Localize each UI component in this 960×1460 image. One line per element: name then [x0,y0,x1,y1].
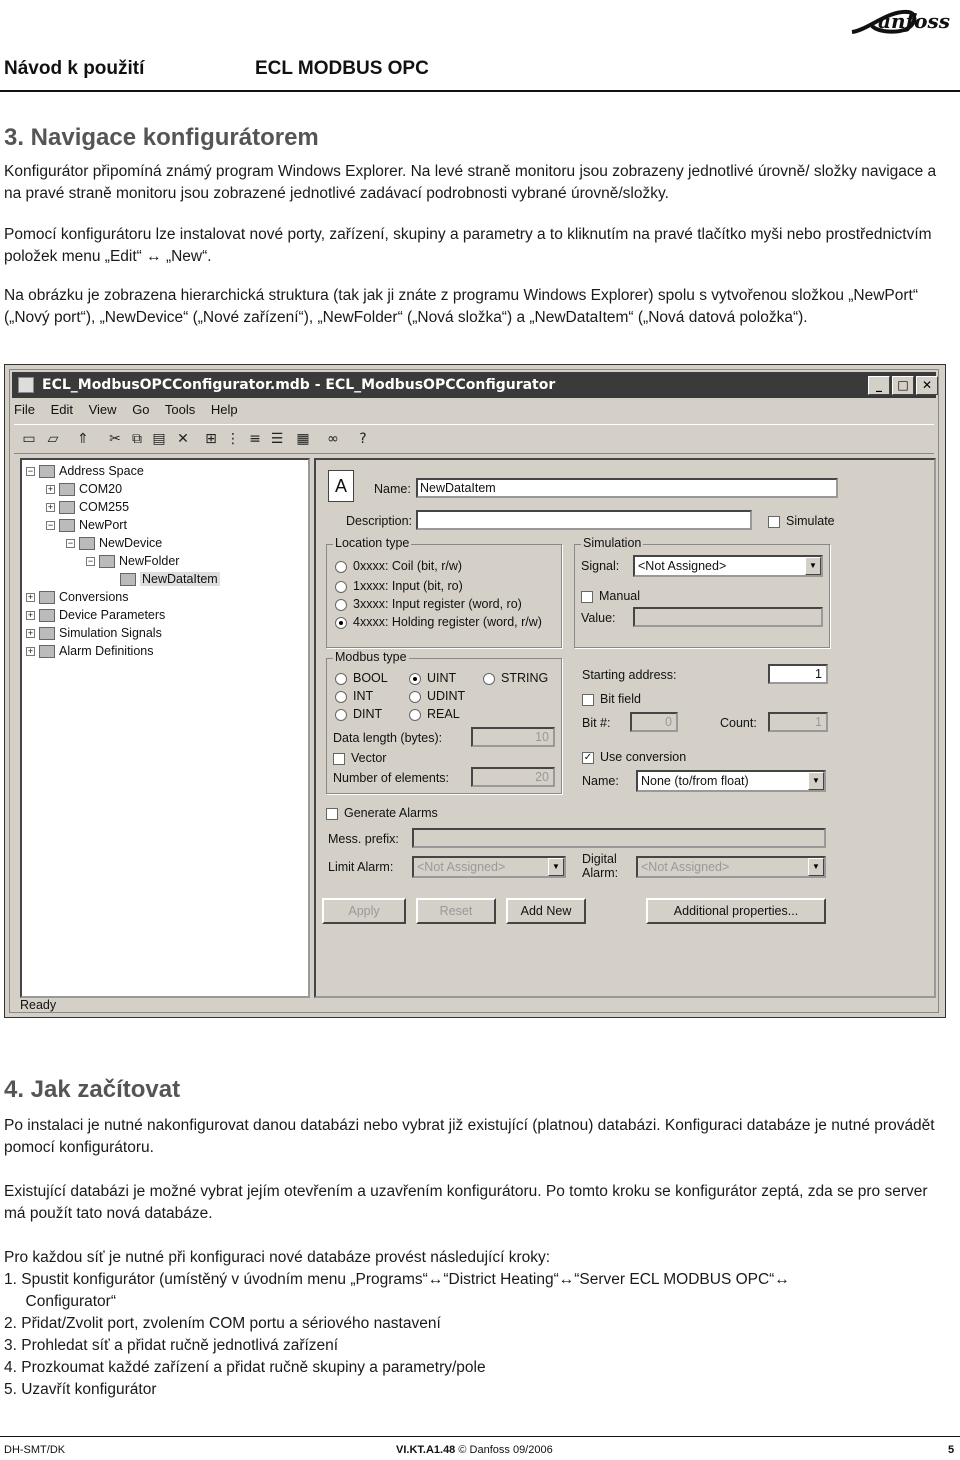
properties-panel [314,458,936,998]
footer-document-code: VI.KT.A1.48 © Danfoss 09/2006 [396,1444,553,1456]
conversions-icon [39,591,55,604]
page-number: 5 [948,1444,955,1456]
step-4: 4. Prozkoumat každé zařízení a přidat ručně skupiny a parametry/pole [4,1359,486,1376]
section-3-paragraph-1: Konfigurátor připomíná známý program Windows Explorer. Na levé straně monitoru jsou zobrazeny jednotlivé úrovně/ složky navigace a na pravé straně monitoru jsou zobrazené jednotlivé zadávací podrobnosti vybrané úrovně/složky. [4,163,937,202]
help-icon[interactable]: ? [359,431,367,447]
tree-node-alarm-definitions[interactable]: + Alarm Definitions [27,644,154,658]
tree-node-newport[interactable]: − NewPort [47,518,127,532]
delete-icon[interactable]: ✕ [177,431,189,447]
chevron-down-icon: ▼ [805,557,821,575]
copy-icon[interactable]: ⧉ [132,431,142,447]
vector-checkbox[interactable]: Vector [333,751,386,765]
value-label: Value: [581,611,616,625]
add-new-button[interactable]: Add New [506,898,586,924]
step-1: 1. Spustit konfigurátor (umístěný v úvodním menu „Programs“↔“District Heating“↔“Server ECL MODBUS OPC“↔ [4,1271,790,1288]
danfoss-logo [848,2,956,42]
additional-properties-button[interactable]: Additional properties... [646,898,826,924]
chevron-down-icon: ▼ [808,772,824,790]
digital-alarm-select[interactable]: <Not Assigned> ▼ [636,856,826,878]
use-conversion-checkbox[interactable]: ✓ Use conversion [583,750,687,764]
navigation-tree [20,458,310,998]
limit-alarm-label: Limit Alarm: [328,860,394,874]
section-4-paragraph-2: Existující databázi je možné vybrat jejím otevřením a uzavřením konfigurátoru. Po tomto kroku se konfigurátor zeptá, zda se pro server má použít tato nová databáze. [4,1183,928,1222]
menu-file[interactable]: File [14,402,35,417]
doc-type: Návod k použití [4,58,145,79]
tree-node-newfolder[interactable]: − NewFolder [87,554,180,568]
limit-alarm-select[interactable]: <Not Assigned> ▼ [412,856,566,878]
paste-icon[interactable]: ▤ [152,431,166,447]
chevron-down-icon: ▼ [808,858,824,876]
svg-text:anfoss: anfoss [878,9,950,33]
tree-node-device-parameters[interactable]: + Device Parameters [27,608,166,622]
maximize-button[interactable]: □ [892,376,914,395]
port-icon [59,501,75,514]
description-label: Description: [346,514,412,528]
folder-icon [99,555,115,568]
signal-label: Signal: [581,559,620,573]
digital-alarm-label: Digital Alarm: [582,852,619,880]
bit-number-input[interactable]: 0 [630,712,678,732]
data-length-label: Data length (bytes): [333,731,443,745]
footer-divider [0,1436,960,1437]
location-type-title: Location type [335,536,410,550]
section-3-paragraph-2: Pomocí konfigurátoru lze instalovat nové porty, zařízení, skupiny a parametry a to kliknutím na pravé tlačítko myši nebo prostřednictvím položek menu „Edit“ ↔ „New“. [4,226,932,265]
tree-node-conversions[interactable]: + Conversions [27,590,129,604]
type-dint-radio[interactable]: DINT [335,707,382,721]
num-elements-input[interactable]: 20 [471,767,555,787]
doc-title: ECL MODBUS OPC [255,58,429,79]
reset-button[interactable]: Reset [416,898,496,924]
menu-tools[interactable]: Tools [164,402,196,417]
simulation-group [574,536,830,648]
manual-checkbox[interactable]: Manual [581,589,640,603]
location-holding-register-radio[interactable]: 4xxxx: Holding register (word, r/w) [335,615,542,629]
section-4-paragraph-3: Pro každou síť je nutné při konfiguraci nové databáze provést následující kroky: [4,1249,551,1266]
find-icon[interactable]: ∞ [327,431,339,447]
num-elements-label: Number of elements: [333,771,450,785]
conversion-name-label: Name: [582,774,619,788]
tree-node-address-space[interactable]: − Address Space [27,464,144,478]
menu-view[interactable]: View [88,402,117,417]
modbus-type-title: Modbus type [335,650,407,664]
properties-icon[interactable]: ▦ [296,431,310,447]
network-icon [39,465,55,478]
configurator-screenshot [4,364,946,1018]
data-item-icon [120,573,136,586]
signal-select[interactable]: <Not Assigned> ▼ [633,555,823,577]
section-4-heading: 4. Jak začítovat [4,1076,181,1103]
location-type-group [326,536,562,648]
mess-prefix-input[interactable] [412,828,826,848]
small-icons-icon[interactable]: ⋮ [226,431,240,447]
close-button[interactable]: ✕ [916,376,938,395]
cut-icon[interactable]: ✂ [109,431,121,447]
generate-alarms-checkbox[interactable]: Generate Alarms [326,806,438,820]
name-label: Name: [374,482,411,496]
description-input[interactable] [416,510,752,530]
section-3-paragraph-3: Na obrázku je zobrazena hierarchická struktura (tak jak ji znáte z programu Windows Explorer) spolu s vytvořenou složkou „NewPort“ („Nový port“), „NewDevice“ („Nové zařízení“), „NewFolder“ („Nová složka“) a „NewDataItem“ („Nová datová položka“). [4,287,919,326]
type-real-radio[interactable]: REAL [409,707,460,721]
count-input[interactable]: 1 [768,712,828,732]
mess-prefix-label: Mess. prefix: [328,832,399,846]
menu-edit[interactable]: Edit [50,402,73,417]
type-uint-radio[interactable]: UINT [409,671,456,685]
location-input-radio[interactable]: 1xxxx: Input (bit, ro) [335,579,463,593]
status-bar: Ready [20,998,57,1012]
header-divider [0,90,960,92]
tree-node-newdevice[interactable]: − NewDevice [67,536,163,550]
list-view-icon[interactable]: ≡ [249,431,261,447]
large-icons-icon[interactable]: ⊞ [205,431,217,447]
simulate-checkbox[interactable]: Simulate [768,514,835,528]
apply-button[interactable]: Apply [322,898,406,924]
section-3-heading: 3. Navigace konfigurátorem [4,124,319,151]
up-folder-icon[interactable]: ⇑ [77,431,89,447]
menu-help[interactable]: Help [210,402,238,417]
simulation-icon [39,627,55,640]
bit-field-checkbox[interactable]: Bit field [582,692,641,706]
details-view-icon[interactable]: ☰ [270,431,284,447]
type-int-radio[interactable]: INT [335,689,373,703]
data-item-page-icon: A [328,470,354,502]
value-input[interactable] [633,607,823,627]
starting-address-label: Starting address: [582,668,677,682]
type-bool-radio[interactable]: BOOL [335,671,388,685]
port-icon [59,519,75,532]
device-parameters-icon [39,609,55,622]
title-bar [12,372,936,398]
modbus-type-group [326,650,562,794]
data-length-input[interactable]: 10 [471,727,555,747]
toolbar [14,424,934,454]
step-1-cont: Configurator“ [4,1293,116,1310]
footer-department: DH-SMT/DK [4,1444,66,1456]
menu-bar [14,402,250,422]
tree-node-com255[interactable]: + COM255 [47,500,130,514]
new-icon[interactable]: ▭ [22,431,36,447]
open-folder-icon[interactable]: ▱ [47,431,59,447]
device-icon [79,537,95,550]
minimize-button[interactable]: _ [868,376,890,395]
count-label: Count: [720,716,757,730]
simulation-title: Simulation [583,536,642,550]
tree-node-com20[interactable]: + COM20 [47,482,123,496]
starting-address-input[interactable]: 1 [768,664,828,684]
conversion-name-select[interactable]: None (to/from float) ▼ [636,770,826,792]
section-4-paragraph-1: Po instalaci je nutné nakonfigurovat danou databázi nebo vybrat již existující (platnou) databázi. Konfiguraci databáze je nutné provádět pomocí konfigurátoru. [4,1117,935,1156]
location-coil-radio[interactable]: 0xxxx: Coil (bit, r/w) [335,559,462,573]
name-input[interactable]: NewDataItem [416,478,838,498]
app-window [9,369,939,1013]
type-udint-radio[interactable]: UDINT [409,689,465,703]
app-icon [18,377,34,393]
type-string-radio[interactable]: STRING [483,671,548,685]
step-5: 5. Uzavřít konfigurátor [4,1381,157,1398]
window-title: ECL_ModbusOPCConfigurator.mdb - ECL_ModbusOPCConfigurator [42,377,556,393]
bit-number-label: Bit #: [582,716,611,730]
step-2: 2. Přidat/Zvolit port, zvolením COM portu a sériového nastavení [4,1315,441,1332]
chevron-down-icon: ▼ [548,858,564,876]
tree-node-newdataitem[interactable]: NewDataItem [120,570,220,588]
location-input-register-radio[interactable]: 3xxxx: Input register (word, ro) [335,597,522,611]
alarm-icon [39,645,55,658]
tree-node-simulation-signals[interactable]: + Simulation Signals [27,626,162,640]
step-3: 3. Prohledat síť a přidat ručně jednotlivá zařízení [4,1337,339,1354]
menu-go[interactable]: Go [132,402,150,417]
port-icon [59,483,75,496]
